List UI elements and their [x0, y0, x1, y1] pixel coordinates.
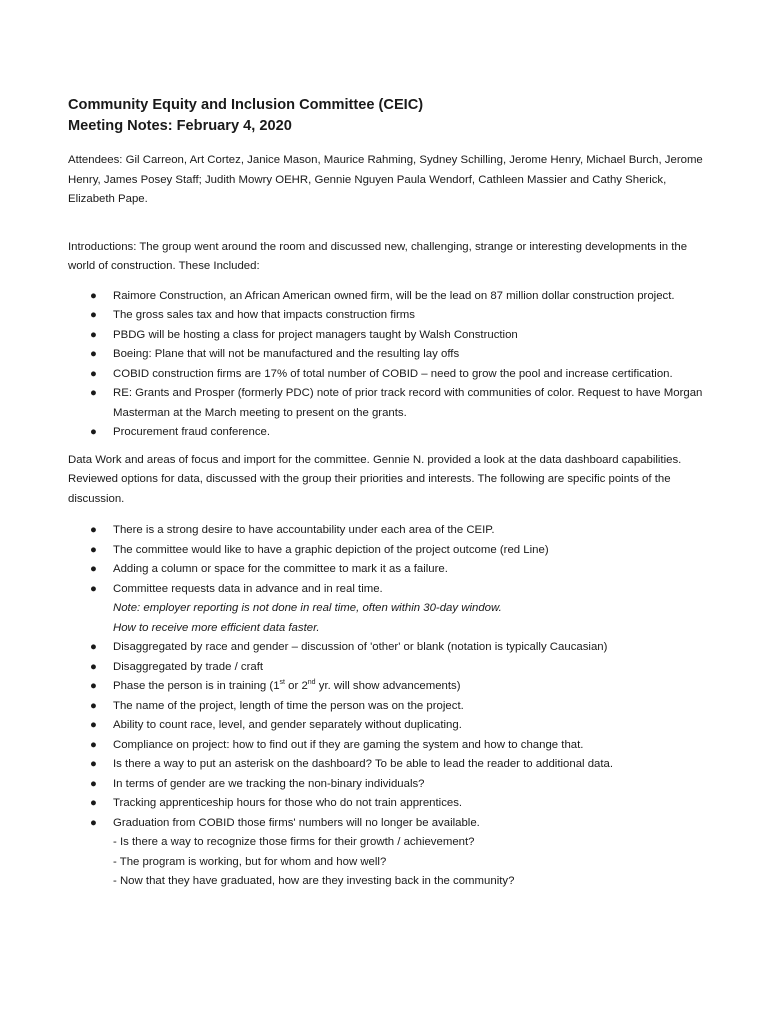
- list-item-text: Raimore Construction, an African American owned firm, will be the lead on 87 million dollar construction project.: [113, 289, 675, 302]
- superscript: nd: [307, 679, 316, 687]
- training-text-part: or 2: [284, 680, 308, 692]
- list-item-text: Tracking apprenticeship hours for those who do not train apprentices.: [113, 797, 463, 809]
- bullet-icon: ●: [90, 367, 97, 380]
- list-item-text: Disaggregated by race and gender – discussion of 'other' or blank (notation is typically Caucasian): [113, 641, 608, 653]
- bullet-icon: ●: [90, 797, 97, 809]
- list-item: [68, 755, 708, 775]
- sub-point: - Is there a way to recognize those firms for their growth / achievement?: [113, 836, 475, 848]
- bullet-icon: ●: [90, 777, 97, 790]
- list-item-text: In terms of gender are we tracking the non-binary individuals?: [113, 777, 425, 790]
- sub-point: - Now that they have graduated, how are they investing back in the community?: [113, 875, 515, 887]
- list-item: [68, 521, 708, 541]
- bullet-icon: ●: [90, 758, 97, 770]
- list-item: [68, 775, 708, 795]
- bullet-icon: ●: [90, 328, 97, 341]
- list-item-text: Committee requests data in advance and in real time.: [113, 582, 383, 595]
- bullet-icon: ●: [90, 524, 97, 536]
- bullet-icon: ●: [90, 309, 97, 321]
- training-text-part: yr. will show advancements): [315, 680, 461, 692]
- list-item-text: PBDG will be hosting a class for project managers taught by Walsh Construction: [113, 328, 518, 341]
- list-item: [68, 345, 708, 365]
- bullet-icon: ●: [90, 719, 97, 731]
- bullet-icon: ●: [90, 426, 97, 438]
- list-item: [68, 814, 708, 892]
- list-item-text: Boeing: Plane that will not be manufactured and the resulting lay offs: [113, 348, 460, 360]
- list-item-text: Procurement fraud conference.: [113, 426, 271, 438]
- list-item: [68, 306, 708, 326]
- list-item: [68, 287, 708, 307]
- document-title: [68, 95, 708, 137]
- list-item: [68, 794, 708, 814]
- attendees-paragraph: Attendees: Gil Carreon, Art Cortez, Janice Mason, Maurice Rahming, Sydney Schilling, Jerome Henry, Michael Burch, Jerome Henry, James Posey Staff; Judith Mowry OEHR, Gennie Nguyen Paula Wendorf, Cathleen Massier and Cathy Sherick, Elizabeth Pape.: [68, 154, 703, 205]
- training-phase-text: [113, 680, 461, 692]
- title-meeting-date: Meeting Notes: February 4, 2020: [68, 118, 292, 134]
- bullet-icon: ●: [90, 641, 97, 653]
- list-item: [68, 638, 708, 658]
- bullet-icon: ●: [90, 699, 97, 712]
- list-item: [68, 384, 708, 423]
- list-item: [68, 677, 708, 697]
- data-work-list: [68, 521, 708, 892]
- list-item: [68, 560, 708, 580]
- title-committee: Community Equity and Inclusion Committee (CEIC): [68, 97, 424, 113]
- superscript: st: [279, 679, 285, 687]
- bullet-icon: ●: [90, 660, 97, 673]
- bullet-icon: ●: [90, 289, 97, 302]
- list-item: [68, 580, 708, 639]
- bullet-icon: ●: [90, 563, 97, 575]
- list-item: [68, 423, 708, 443]
- list-item-text: The name of the project, length of time the person was on the project.: [113, 699, 464, 712]
- list-item-text: The committee would like to have a graphic depiction of the project outcome (red Line): [113, 543, 549, 556]
- bullet-icon: ●: [90, 387, 97, 399]
- bullet-icon: ●: [90, 816, 97, 829]
- bullet-icon: ●: [90, 582, 97, 595]
- list-item: [68, 326, 708, 346]
- list-item-text: Ability to count race, level, and gender separately without duplicating.: [113, 719, 462, 731]
- introductions-paragraph: Introductions: The group went around the room and discussed new, challenging, strange or interesting developments in the world of construction. These Included:: [68, 240, 688, 272]
- bullet-icon: ●: [90, 543, 97, 556]
- data-work-paragraph: Data Work and areas of focus and import for the committee. Gennie N. provided a look at the data dashboard capabilities. Reviewed options for data, discussed with the group their priorities and interests. The following are specific points of the discussion.: [68, 453, 682, 505]
- list-item-text: Is there a way to put an asterisk on the dashboard? To be able to lead the reader to additional data.: [113, 758, 614, 770]
- list-item: [68, 736, 708, 756]
- list-item-text: Compliance on project: how to find out if they are gaming the system and how to change that.: [113, 738, 584, 751]
- list-item: [68, 658, 708, 678]
- list-item-text: Graduation from COBID those firms' numbers will no longer be available.: [113, 816, 480, 829]
- list-item: [68, 541, 708, 561]
- list-item-text: There is a strong desire to have accountability under each area of the CEIP.: [113, 524, 495, 536]
- bullet-icon: ●: [90, 680, 97, 692]
- list-item: [68, 365, 708, 385]
- training-text-part: Phase the person is in training (1: [113, 680, 280, 692]
- introductions-list: [68, 287, 708, 443]
- bullet-icon: ●: [90, 348, 97, 360]
- list-item-text: COBID construction firms are 17% of total number of COBID – need to grow the pool and increase certification.: [113, 367, 673, 380]
- list-item-text: The gross sales tax and how that impacts construction firms: [113, 309, 415, 321]
- note-line: How to receive more efficient data faster.: [113, 621, 320, 634]
- list-item-text: Adding a column or space for the committee to mark it as a failure.: [113, 563, 448, 575]
- bullet-icon: ●: [90, 738, 97, 751]
- list-item: [68, 697, 708, 717]
- list-item-text: Disaggregated by trade / craft: [113, 660, 264, 673]
- sub-point: - The program is working, but for whom and how well?: [113, 855, 387, 868]
- list-item-text: RE: Grants and Prosper (formerly PDC) note of prior track record with communities of color. Request to have Morgan Masterman at the March meeting to present on the grants.: [113, 387, 703, 419]
- meeting-notes-document: [68, 95, 708, 892]
- list-item: [68, 716, 708, 736]
- note-line: Note: employer reporting is not done in real time, often within 30-day window.: [113, 602, 502, 614]
